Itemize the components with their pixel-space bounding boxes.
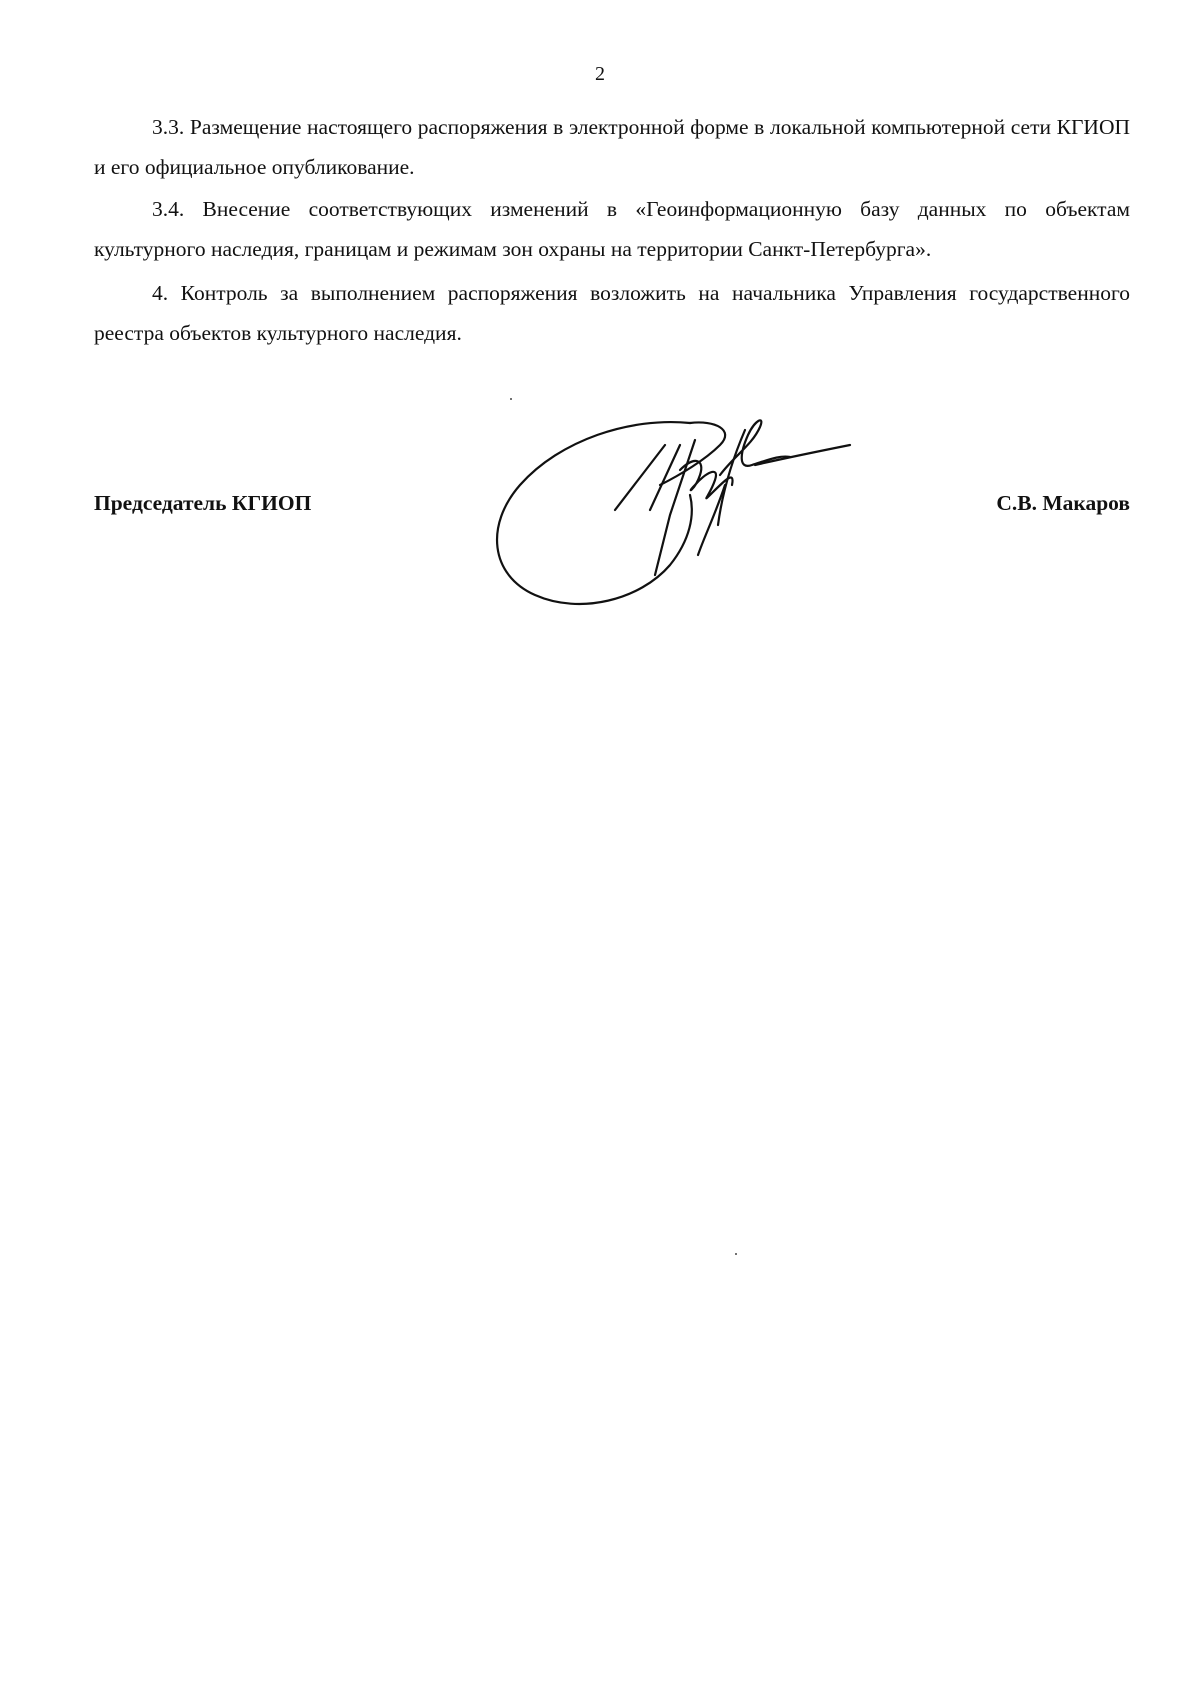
signature-icon bbox=[490, 415, 920, 635]
paragraph-3-4: 3.4. Внесение соответствующих изменений в «Геоинформационную базу данных по объектам культурного наследия, границам и режимам зон охраны на территории Санкт-Петербурга». bbox=[94, 197, 1130, 261]
scan-speck bbox=[735, 1253, 737, 1255]
paragraph-3-3: 3.3. Размещение настоящего распоряжения в электронной форме в локальной компьютерной сети КГИОП и его официальное опубликование. bbox=[94, 115, 1130, 179]
page-number: 2 bbox=[595, 63, 605, 85]
signer-name: С.В. Макаров bbox=[996, 491, 1130, 515]
scan-speck bbox=[510, 398, 512, 400]
paragraph-4: 4. Контроль за выполнением распоряжения возложить на начальника Управления государственного реестра объектов культурного наследия. bbox=[94, 281, 1130, 345]
signer-title: Председатель КГИОП bbox=[94, 491, 312, 515]
